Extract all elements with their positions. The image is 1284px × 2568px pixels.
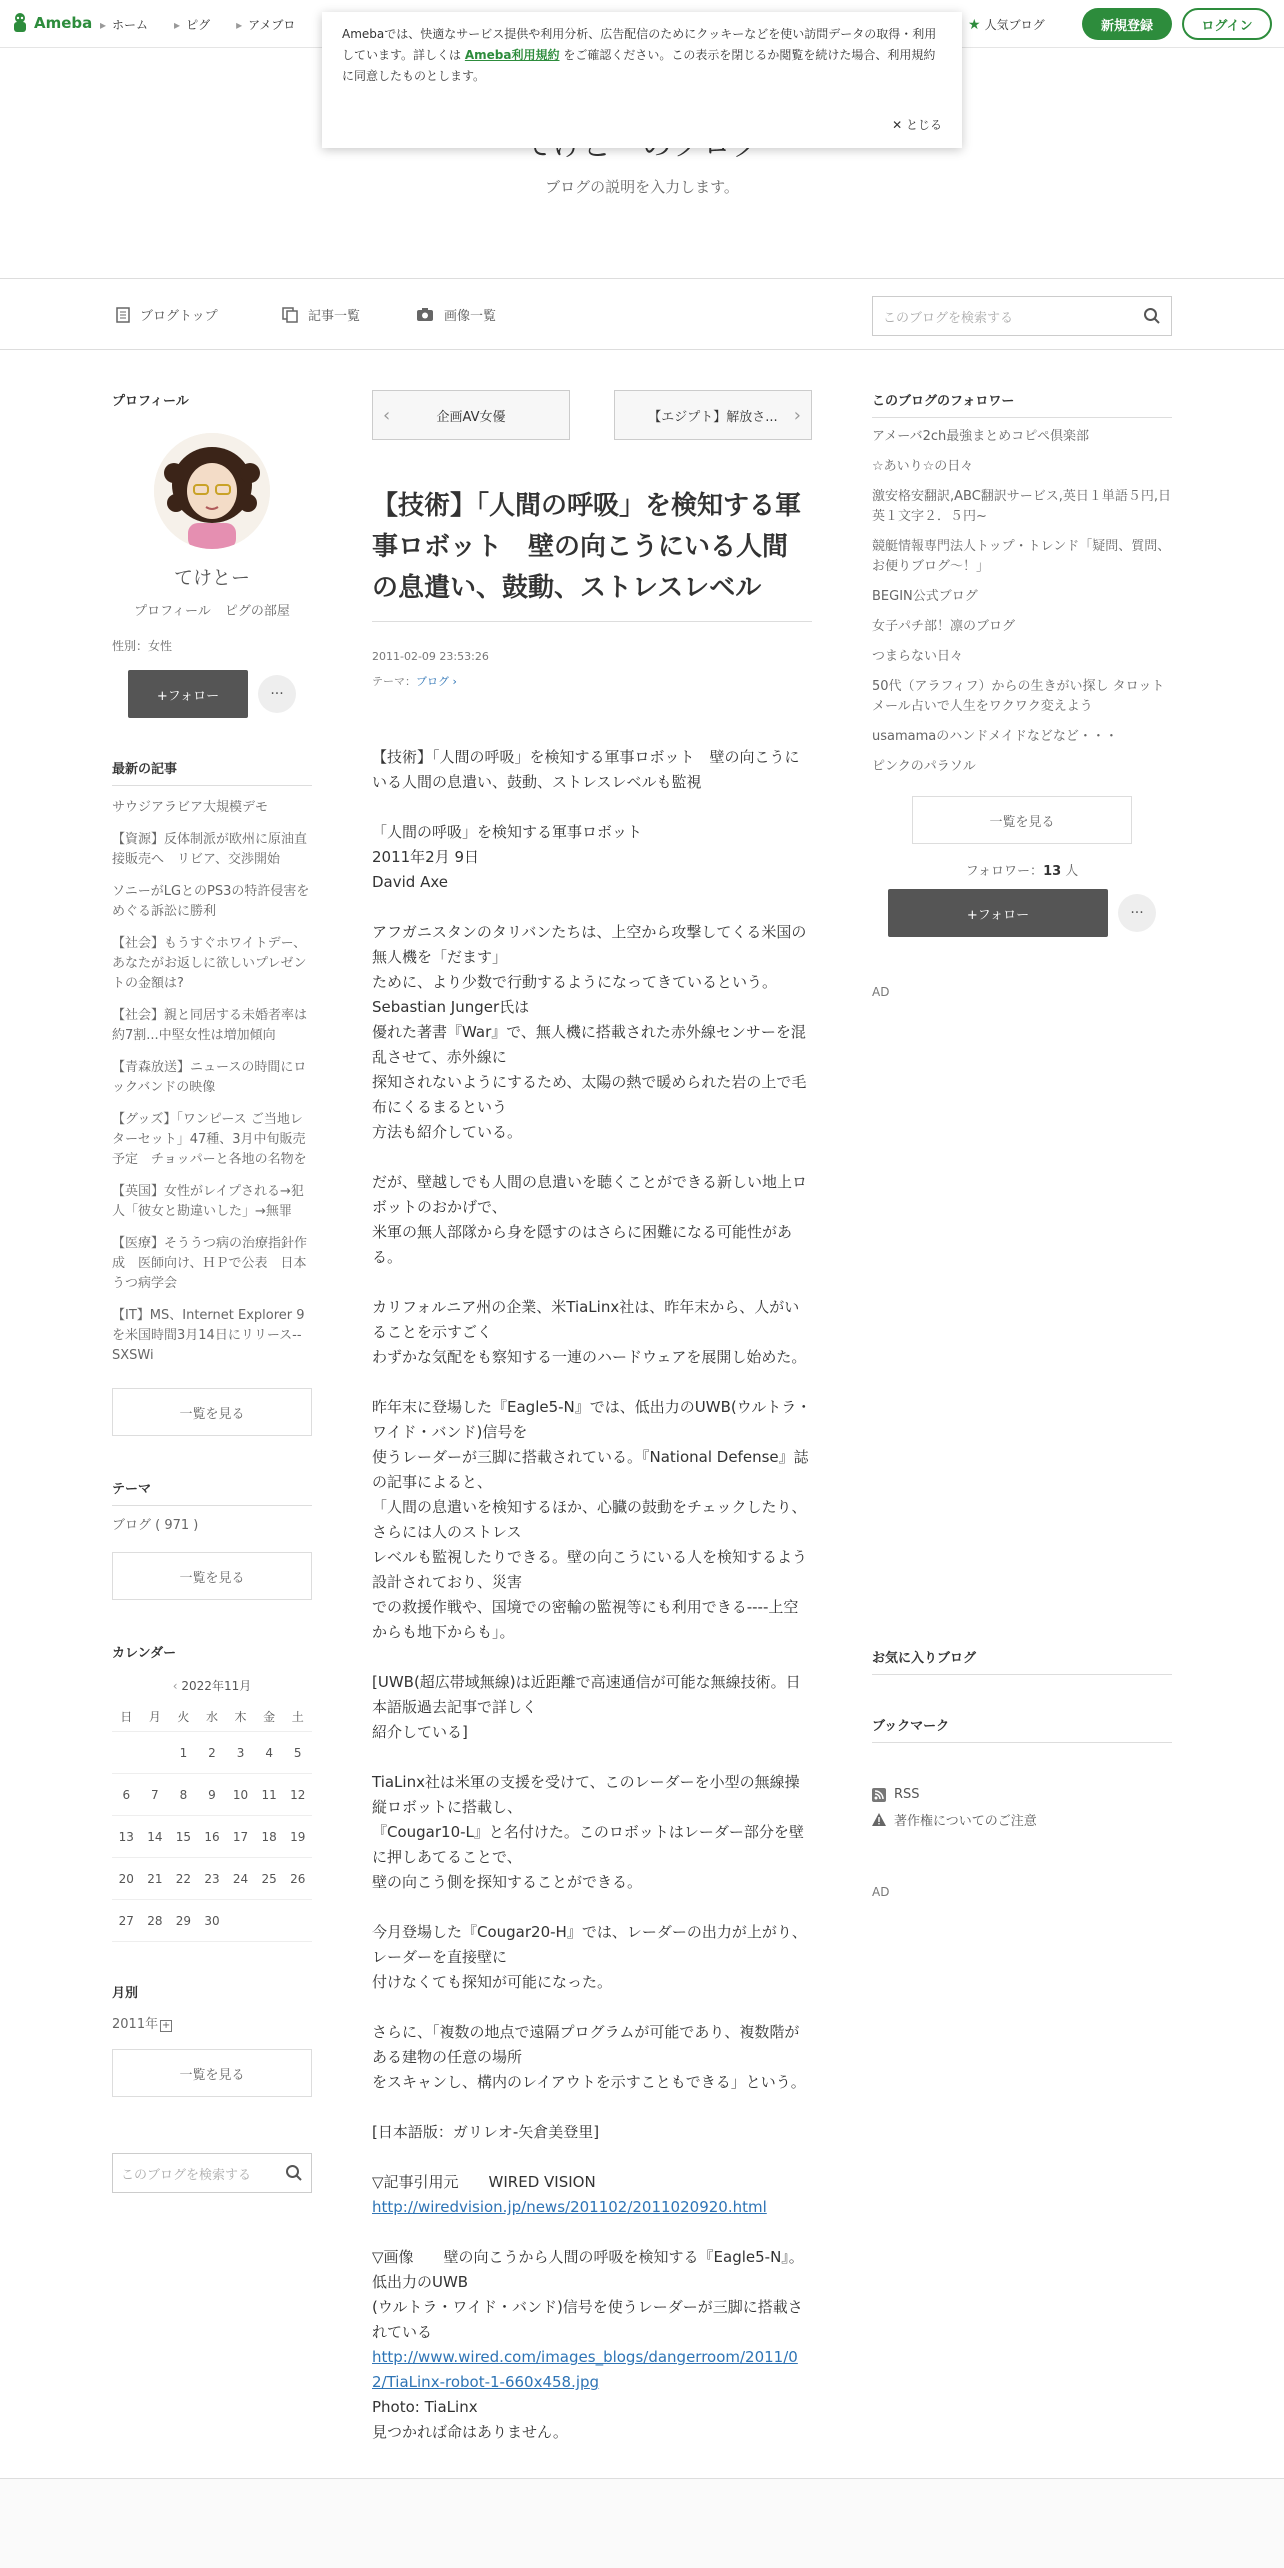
tab-blog-top-label: ブログトップ <box>140 309 218 324</box>
main-article <box>372 390 812 2470</box>
more-options-button[interactable]: ··· <box>1118 894 1156 932</box>
ameba-logo[interactable] <box>10 12 92 34</box>
next-entry-button[interactable] <box>614 390 812 440</box>
calendar-day[interactable]: 15 <box>169 1816 198 1858</box>
photo-credit: Photo: TiaLinx <box>372 2398 478 2416</box>
follower-count <box>872 860 1172 879</box>
tab-images[interactable] <box>416 305 496 324</box>
tab-entries-label: 記事一覧 <box>308 309 361 324</box>
follower-blog-item[interactable]: 50代（アラフィフ）からの生きがい探し タロットメール占いで人生をワクワク変えよう <box>872 679 1165 714</box>
calendar-day[interactable]: 14 <box>141 1816 170 1858</box>
follower-count-unit: 人 <box>1061 864 1079 879</box>
calendar-day[interactable]: 9 <box>198 1774 227 1816</box>
cookie-banner <box>322 12 962 148</box>
blog-description: ブログの説明を入力します。 <box>545 178 739 196</box>
profile-gender: 性別：女性 <box>112 639 173 653</box>
profile-heading: プロフィール <box>112 394 189 409</box>
rss-link[interactable] <box>872 1787 1172 1802</box>
right-follow-row <box>888 889 1172 937</box>
tab-entries[interactable] <box>282 305 360 324</box>
follow-button[interactable]: +フォロー <box>888 889 1108 937</box>
article-line: カリフォルニア州の企業、米TiaLinx社は、昨年末から、人がいることを示すごく <box>372 1298 800 1341</box>
follower-blog-item[interactable]: アメーバ2ch最強まとめコピペ倶楽部 <box>872 429 1089 444</box>
article-theme-label: テーマ： <box>372 675 416 688</box>
recent-list <box>112 792 312 1372</box>
calendar-month-label: 2022年11月 <box>181 1679 252 1693</box>
copyright-notice-link[interactable] <box>872 1810 1172 1829</box>
calendar-day[interactable]: 7 <box>141 1774 170 1816</box>
cookie-close-button[interactable] <box>892 115 942 136</box>
article-date: 2011-02-09 23:53:26 <box>372 650 489 663</box>
article-title: 【技術】「人間の呼吸」を検知する軍事ロボット 壁の向こうにいる人間の息遣い、鼓動、ストレスレベル <box>372 486 812 622</box>
ameba-logo-icon <box>10 12 30 34</box>
article-line: 【技術】「人間の呼吸」を検知する軍事ロボット 壁の向こうにいる人間の息遣い、鼓動、ストレスレベルも監視 <box>372 748 800 791</box>
article-line: アフガニスタンのタリバンたちは、上空から攻撃してくる米国の無人機を「だます」 <box>372 923 807 966</box>
calendar-weekday: 水 <box>198 1702 227 1732</box>
ameba-logo-text: Ameba <box>34 14 93 32</box>
calendar-day[interactable]: 26 <box>283 1858 312 1900</box>
bookmark-heading: ブックマーク <box>872 1715 1172 1743</box>
calendar-weekday: 土 <box>283 1702 312 1732</box>
calendar-day[interactable]: 20 <box>112 1858 141 1900</box>
article-source <box>372 2170 812 2220</box>
recent-item[interactable]: 【資源】反体制派が欧州に原油直接販売へ リビア、交渉開始 <box>112 832 308 867</box>
source-label: ▽記事引用元 WIRED VISION <box>372 2173 596 2191</box>
cookie-text-2: をご確認ください。この表示を閉じるか閲覧を続けた場合、利用規約に同意したものとします。 <box>342 48 936 83</box>
nav-home[interactable]: ▸ ホーム <box>100 16 148 33</box>
blog-tabbar <box>0 278 1284 350</box>
terms-link[interactable]: Ameba利用規約 <box>464 48 560 62</box>
calendar-day[interactable]: 8 <box>169 1774 198 1816</box>
blog-search-input[interactable] <box>872 296 1172 336</box>
prev-entry-label: 企画AV女優 <box>436 409 506 425</box>
article-paragraph <box>372 1920 812 1995</box>
recent-item[interactable]: 【社会】もうすぐホワイトデー、あなたがお返しに欲しいプレゼントの金額は? <box>112 936 307 991</box>
calendar-day[interactable]: 10 <box>226 1774 255 1816</box>
article-theme-link[interactable]: ブログ <box>416 675 449 688</box>
calendar-day[interactable]: 3 <box>226 1732 255 1774</box>
tab-images-label: 画像一覧 <box>444 309 497 324</box>
warning-icon <box>872 1813 886 1826</box>
recent-item[interactable]: 【社会】親と同居する未婚者率は約7割...中堅女性は増加傾向 <box>112 1008 308 1043</box>
followers-more-button[interactable]: 一覧を見る <box>912 796 1132 844</box>
monthly-item[interactable] <box>112 2009 312 2041</box>
recent-heading: 最新の記事 <box>112 758 312 786</box>
rss-label: RSS <box>894 1787 920 1802</box>
nav-ameblo[interactable]: ▸ アメブロ <box>236 16 295 33</box>
calendar-weekday: 木 <box>226 1702 255 1732</box>
copy-icon <box>282 307 298 323</box>
theme-heading: テーマ <box>112 1478 312 1506</box>
article-line: 探知されないようにするため、太陽の熱で暖められた岩の上で毛布にくるまるという <box>372 1073 807 1116</box>
follower-blog-item[interactable]: 激安格安翻訳,ABC翻訳サービス,英日１単語５円,日英１文字２．５円~ <box>872 489 1172 524</box>
article-line: ために、より少数で行動するようになってきているという。Sebastian Junger氏は <box>372 973 778 1016</box>
chevron-right-icon: › <box>793 405 801 426</box>
calendar-day[interactable]: 21 <box>141 1858 170 1900</box>
prev-entry-button[interactable] <box>372 390 570 440</box>
nav-pigg[interactable]: ▸ ピグ <box>174 16 210 33</box>
article-theme <box>372 673 812 689</box>
monthly-heading: 月別 <box>112 1986 139 2001</box>
calendar-grid <box>112 1702 312 1942</box>
calendar-day[interactable]: 18 <box>255 1816 284 1858</box>
article-line: レベルも監視したりできる。壁の向こうにいる人を検知するよう設計されており、災害 <box>372 1548 808 1591</box>
article-line: をスキャンし、構内のレイアウトを示すこともできる」という。 <box>372 2073 806 2091</box>
copyright-notice-label: 著作権についてのご注意 <box>894 1814 1037 1829</box>
calendar-day[interactable]: 28 <box>141 1900 170 1942</box>
entry-pager <box>372 390 812 440</box>
article-line: での救援作戦や、国境での密輸の監視等にも利用できる----上空からも地下からも」。 <box>372 1598 799 1641</box>
article-line: 昨年末に登場した『Eagle5-N』では、低出力のUWB(ウルトラ・ワイド・バンド)信号を <box>372 1398 812 1441</box>
article-line: [UWB(超広帯域無線)は近距離で高速通信が可能な無線技術。日本語版過去記事で詳しく <box>372 1673 801 1716</box>
followers-heading: このブログのフォロワー <box>872 390 1172 418</box>
favorites-heading: お気に入りブログ <box>872 1647 1172 1675</box>
ad-label: AD <box>872 985 890 999</box>
close-icon: ✕ <box>892 118 906 132</box>
expand-icon[interactable]: + <box>161 2020 171 2031</box>
follower-blog-item[interactable]: 女子パチ部！凛のブログ <box>872 619 1016 634</box>
article-line: 優れた著書『War』で、無人機に搭載された赤外線センサーを混乱させて、赤外線に <box>372 1023 806 1066</box>
ad-label: AD <box>872 1885 890 1899</box>
blog-search-placeholder: このブログを検索する <box>883 310 1014 326</box>
calendar-day[interactable]: 11 <box>255 1774 284 1816</box>
calendar-day <box>255 1900 284 1942</box>
article-line: 壁の向こう側を探知することができる。 <box>372 1873 643 1891</box>
calendar-heading: カレンダー <box>112 1646 177 1661</box>
article-paragraph <box>372 920 812 1145</box>
follower-blog-item[interactable]: 競艇情報専門法人トップ・トレンド「疑問、質問、お便りブログ～！」 <box>872 539 1171 574</box>
theme-more-button[interactable]: 一覧を見る <box>112 1552 312 1600</box>
calendar-day <box>283 1900 312 1942</box>
profile-follow-row <box>128 670 312 718</box>
monthly-item-label: 2011年 <box>112 2017 159 2032</box>
camera-icon <box>416 307 434 322</box>
calendar-day[interactable]: 22 <box>169 1858 198 1900</box>
calendar-month <box>112 1677 312 1694</box>
article-line: 方法も紹介している。 <box>372 1123 523 1141</box>
article-paragraph <box>372 820 812 895</box>
article-line: さらに、「複数の地点で遠隔プログラムが可能であり、複数階がある建物の任意の場所 <box>372 2023 800 2066</box>
follower-blog-item[interactable]: ☆あいり☆の日々 <box>872 459 974 474</box>
calendar-day[interactable]: 27 <box>112 1900 141 1942</box>
article-line: 『Cougar10-L』と名付けた。このロボットはレーダー部分を壁に押しあてることで、 <box>372 1823 804 1866</box>
article-line: 今月登場した『Cougar20-H』では、レーダーの出力が上がり、レーダーを直接壁に <box>372 1923 807 1966</box>
image-caption-line: ▽画像 壁の向こうから人間の呼吸を検知する『Eagle5-N』。低出力のUWB <box>372 2248 804 2291</box>
article-paragraph <box>372 2120 812 2145</box>
article-paragraph <box>372 1295 812 1370</box>
follow-button[interactable]: +フォロー <box>128 670 248 718</box>
pigg-room-link[interactable]: ピグの部屋 <box>224 604 290 619</box>
cookie-close-label: とじる <box>905 118 942 132</box>
source-link[interactable]: http://wiredvision.jp/news/201102/2011020920.html <box>372 2198 767 2216</box>
calendar-day[interactable]: 25 <box>255 1858 284 1900</box>
article-line: TiaLinx社は米軍の支援を受けて、このレーダーを小型の無線操縦ロボットに搭載し、 <box>372 1773 800 1816</box>
recent-item[interactable]: サウジアラビア大規模デモ <box>112 800 269 815</box>
recent-item[interactable]: 【医療】そううつ病の治療指針作成 医師向け、ＨＰで公表 日本うつ病学会 <box>112 1236 308 1291</box>
calendar-day <box>141 1732 170 1774</box>
follower-blog-item[interactable]: ピンクのパラソル <box>872 759 976 774</box>
popular-blog-link[interactable] <box>968 16 1045 33</box>
calendar-day[interactable]: 17 <box>226 1816 255 1858</box>
article-line: 「人間の呼吸」を検知する軍事ロボット <box>372 823 643 841</box>
follower-blog-list <box>872 422 1172 782</box>
search-icon[interactable] <box>285 2164 303 2182</box>
next-entry-label: 【エジプト】解放さ... <box>648 409 778 425</box>
chevron-left-icon: ‹ <box>383 405 391 426</box>
avatar-illustration <box>154 433 270 549</box>
left-sidebar <box>112 390 312 2193</box>
article-line: 「人間の息遣いを検知するほか、心臓の鼓動をチェックしたり、さらには人のストレス <box>372 1498 807 1541</box>
calendar-day[interactable]: 13 <box>112 1816 141 1858</box>
global-nav <box>100 16 321 33</box>
article-line: 2011年2月 9日 <box>372 848 480 866</box>
right-sidebar <box>872 390 1172 1899</box>
calendar-day <box>226 1900 255 1942</box>
recent-item[interactable]: 【IT】MS、Internet Explorer 9を米国時間3月14日にリリース--SXSWi <box>112 1308 305 1363</box>
recent-item[interactable]: 【英国】女性がレイプされる→犯人「彼女と勘違いした」→無罪 <box>112 1184 304 1219</box>
calendar-weekday: 日 <box>112 1702 141 1732</box>
calendar-prev-icon[interactable]: ‹ <box>172 1679 182 1693</box>
calendar-weekday: 金 <box>255 1702 284 1732</box>
calendar-day[interactable]: 19 <box>283 1816 312 1858</box>
article-paragraph <box>372 1770 812 1895</box>
follower-blog-item[interactable]: BEGIN公式ブログ <box>872 589 978 604</box>
article-line: [日本語版：ガリレオ-矢倉美登里] <box>372 2123 600 2141</box>
follower-count-label: フォロワー： <box>965 864 1044 879</box>
article-line: わずかな気配をも察知する一連のハードウェアを展開し始めた。 <box>372 1348 807 1366</box>
calendar-day[interactable]: 5 <box>283 1732 312 1774</box>
article-line: 見つかれば命はありません。 <box>372 2423 568 2441</box>
monthly-more-button[interactable]: 一覧を見る <box>112 2049 312 2097</box>
profile-link[interactable]: プロフィール <box>134 604 211 619</box>
chevron-right-icon: › <box>449 675 457 688</box>
calendar-day[interactable]: 23 <box>198 1858 227 1900</box>
article-paragraph <box>372 1170 812 1270</box>
article-image-caption <box>372 2245 812 2445</box>
rss-icon <box>872 1788 886 1802</box>
article-line: 紹介している] <box>372 1723 468 1741</box>
calendar-day[interactable]: 16 <box>198 1816 227 1858</box>
sidebar-search-placeholder: このブログを検索する <box>121 2167 252 2183</box>
calendar-day[interactable]: 6 <box>112 1774 141 1816</box>
image-caption-line: (ウルトラ・ワイド・バンド)信号を使うレーダーが三脚に搭載されている <box>372 2298 803 2341</box>
article-body <box>372 745 812 2445</box>
follower-count-value: 13 <box>1043 864 1062 879</box>
calendar-day[interactable]: 29 <box>169 1900 198 1942</box>
article-paragraph <box>372 745 812 795</box>
page-footer-area <box>0 2478 1284 2568</box>
cookie-text-1: Amebaでは、快適なサービス提供や利用分析、広告配信のためにクッキーなどを使い訪問データの取得・利用しています。詳しくは <box>342 27 937 62</box>
article-line: David Axe <box>372 873 448 891</box>
recent-item[interactable]: ソニーがLGとのPS3の特許侵害をめぐる訴訟に勝利 <box>112 884 310 919</box>
calendar-day[interactable]: 1 <box>169 1732 198 1774</box>
article-line: だが、壁越しでも人間の息遣いを聴くことができる新しい地上ロボットのおかげで、 <box>372 1173 808 1216</box>
profile-links <box>112 600 312 619</box>
document-icon <box>116 307 130 323</box>
recent-item[interactable]: 【グッズ】「ワンピース ご当地レターセット」47種、3月中旬販売予定 チョッパーと各地の名物を <box>112 1112 307 1167</box>
follower-blog-item[interactable]: つまらない日々 <box>872 649 964 664</box>
profile-nickname[interactable]: てけとー <box>173 567 250 589</box>
calendar-weekday: 火 <box>169 1702 198 1732</box>
calendar-day[interactable]: 30 <box>198 1900 227 1942</box>
star-icon: ★ <box>968 16 981 33</box>
calendar-day[interactable]: 24 <box>226 1858 255 1900</box>
more-options-button[interactable]: ··· <box>258 675 296 713</box>
calendar-day[interactable]: 2 <box>198 1732 227 1774</box>
article-line: 付けなくても探知が可能になった。 <box>372 1973 613 1991</box>
calendar-weekday: 月 <box>141 1702 170 1732</box>
avatar[interactable] <box>154 433 270 549</box>
image-link[interactable]: http://www.wired.com/images_blogs/dangerroom/2011/02/TiaLinx-robot-1-660x458.jpg <box>372 2348 798 2391</box>
calendar-day[interactable]: 4 <box>255 1732 284 1774</box>
calendar-day[interactable]: 12 <box>283 1774 312 1816</box>
signup-button[interactable]: 新規登録 <box>1082 8 1172 40</box>
article-paragraph <box>372 1670 812 1745</box>
theme-item[interactable]: ブログ ( 971 ) <box>112 1518 199 1533</box>
recent-item[interactable]: 【青森放送】ニュースの時間にロックバンドの映像 <box>112 1060 307 1095</box>
recent-more-button[interactable]: 一覧を見る <box>112 1388 312 1436</box>
article-paragraph <box>372 2020 812 2095</box>
search-icon[interactable] <box>1143 307 1161 325</box>
sidebar-search-input[interactable] <box>112 2153 312 2193</box>
tab-blog-top[interactable] <box>116 305 218 324</box>
login-button[interactable]: ログイン <box>1182 8 1272 40</box>
popular-blog-label: 人気ブログ <box>984 18 1045 32</box>
article-line: 使うレーダーが三脚に搭載されている。『National Defense』誌の記事によると、 <box>372 1448 809 1491</box>
article-paragraph <box>372 1395 812 1645</box>
article-line: 米軍の無人部隊から身を隠すのはさらに困難になる可能性がある。 <box>372 1223 793 1266</box>
calendar-day <box>112 1732 141 1774</box>
follower-blog-item[interactable]: usamamaのハンドメイドなどなど・・・ <box>872 729 1118 744</box>
